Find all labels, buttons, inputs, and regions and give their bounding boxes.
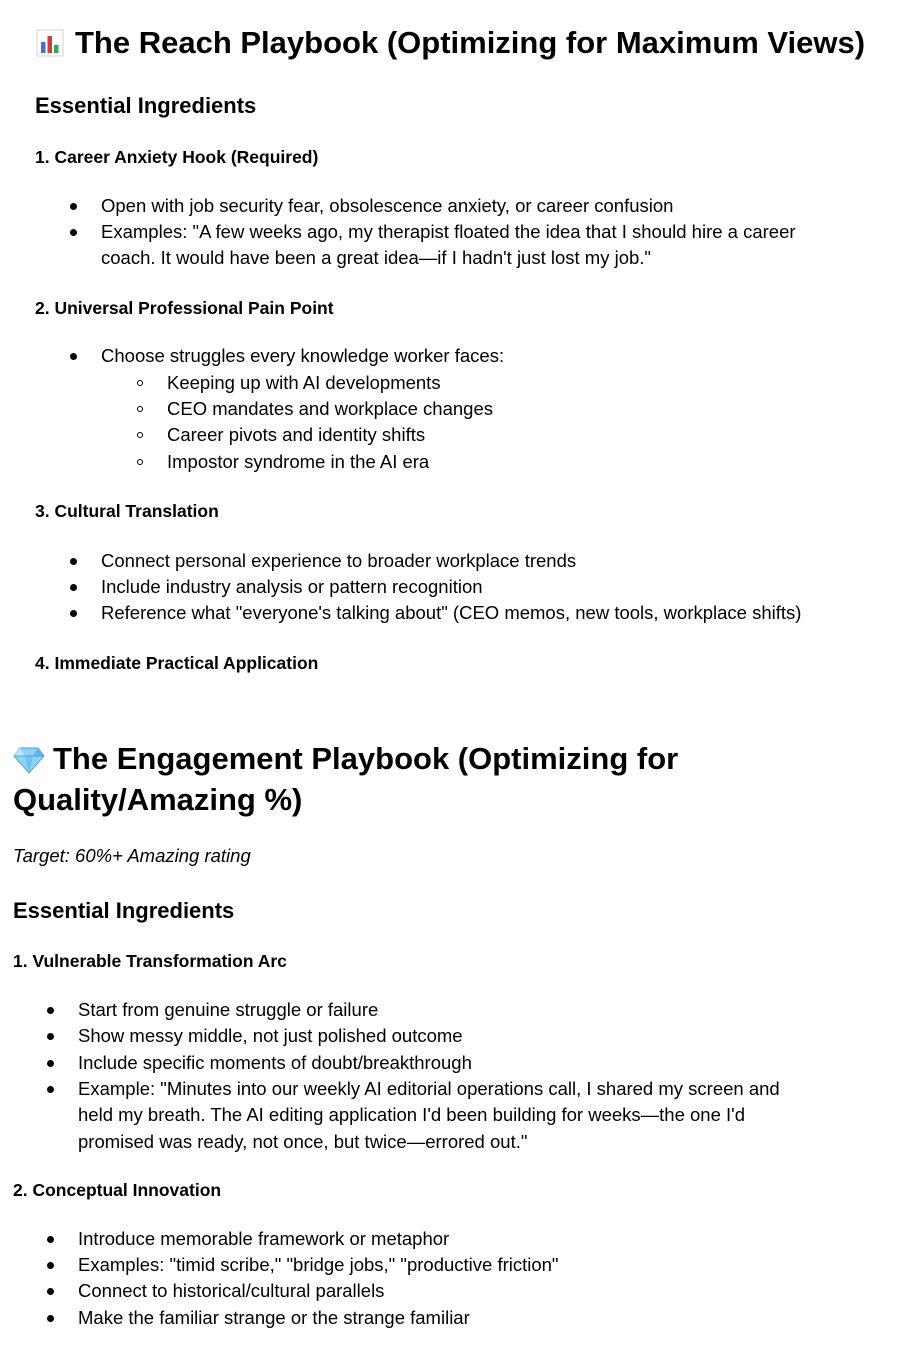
reach-ingredients-heading: Essential Ingredients: [35, 93, 257, 118]
reach-section-2-heading: 2. Universal Professional Pain Point: [35, 298, 334, 318]
list-item: Examples: "timid scribe," "bridge jobs," "productive friction": [78, 1254, 559, 1275]
list-item: Show messy middle, not just polished outcome: [78, 1025, 463, 1046]
reach-title: The Reach Playbook (Optimizing for Maximum Views): [75, 25, 866, 60]
list-item: Example: "Minutes into our weekly AI editorial operations call, I shared my screen and: [78, 1078, 780, 1099]
list-item-continuation: promised was ready, not once, but twice—errored out.": [78, 1131, 528, 1152]
bullet-marker: [47, 1262, 54, 1269]
list-item: Make the familiar strange or the strange familiar: [78, 1307, 470, 1328]
engagement-section-1-heading: 1. Vulnerable Transformation Arc: [13, 951, 287, 971]
list-item: Start from genuine struggle or failure: [78, 999, 379, 1020]
engagement-target: Target: 60%+ Amazing rating: [13, 845, 251, 866]
bullet-marker: [47, 1315, 54, 1322]
sub-bullet-marker: [137, 406, 143, 412]
sub-bullet-marker: [137, 459, 143, 465]
list-item: Connect personal experience to broader workplace trends: [101, 550, 577, 571]
list-item: Include specific moments of doubt/breakthrough: [78, 1052, 472, 1073]
reach-section-3-heading: 3. Cultural Translation: [35, 501, 219, 521]
sub-bullet-marker: [137, 432, 143, 438]
list-item: Include industry analysis or pattern recognition: [101, 576, 483, 597]
engagement-section-2-heading: 2. Conceptual Innovation: [13, 1180, 222, 1200]
bullet-marker: [47, 1236, 54, 1243]
list-item-continuation: coach. It would have been a great idea—if I hadn't just lost my job.": [101, 247, 651, 268]
bullet-marker: [47, 1033, 54, 1040]
gem-icon: [13, 746, 45, 774]
list-item: Open with job security fear, obsolescence anxiety, or career confusion: [101, 195, 674, 216]
bullet-marker: [47, 1288, 54, 1295]
bullet-marker: [70, 584, 77, 591]
bullet-marker: [70, 203, 77, 210]
sub-list-item: Career pivots and identity shifts: [167, 424, 426, 445]
sub-list-item: CEO mandates and workplace changes: [167, 398, 493, 419]
engagement-title-line1: The Engagement Playbook (Optimizing for: [53, 741, 679, 776]
list-item: Connect to historical/cultural parallels: [78, 1280, 385, 1301]
bullet-marker: [70, 229, 77, 236]
bullet-marker: [70, 610, 77, 617]
bullet-marker: [47, 1060, 54, 1067]
sub-list-item: Impostor syndrome in the AI era: [167, 451, 430, 472]
bullet-marker: [70, 353, 77, 360]
bar-chart-icon: [36, 29, 64, 57]
list-item-continuation: held my breath. The AI editing application I'd been building for weeks—the one I'd: [78, 1104, 745, 1125]
reach-section-1-heading: 1. Career Anxiety Hook (Required): [35, 147, 319, 167]
list-item: Choose struggles every knowledge worker faces:: [101, 345, 505, 366]
bullet-marker: [70, 558, 77, 565]
sub-list-item: Keeping up with AI developments: [167, 372, 441, 393]
engagement-ingredients-heading: Essential Ingredients: [13, 898, 235, 923]
sub-bullet-marker: [137, 380, 143, 386]
list-item: Reference what "everyone's talking about" (CEO memos, new tools, workplace shifts): [101, 602, 802, 623]
list-item: Introduce memorable framework or metaphor: [78, 1228, 450, 1249]
bullet-marker: [47, 1007, 54, 1014]
list-item: Examples: "A few weeks ago, my therapist floated the idea that I should hire a career: [101, 221, 796, 242]
reach-section-4-heading: 4. Immediate Practical Application: [35, 653, 319, 673]
engagement-title-line2: Quality/Amazing %): [13, 782, 303, 817]
bullet-marker: [47, 1086, 54, 1093]
